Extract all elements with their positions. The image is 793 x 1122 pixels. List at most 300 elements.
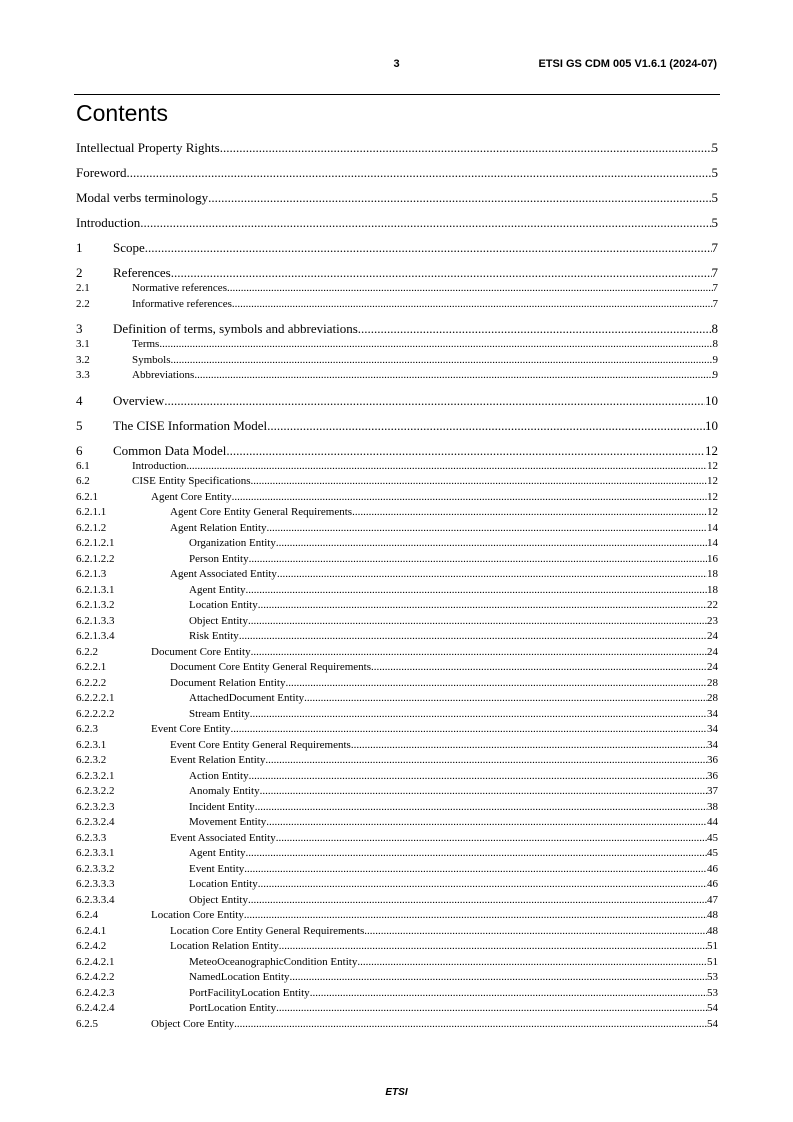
toc-entry-title[interactable]: Agent Core Entity General Requirements xyxy=(170,506,353,518)
toc-entry-title[interactable]: Event Core Entity General Requirements xyxy=(170,738,351,751)
toc-entry-page[interactable]: 8 xyxy=(712,338,718,350)
toc-entry[interactable] xyxy=(76,281,718,297)
toc-entry[interactable] xyxy=(76,815,718,831)
toc-entry-title[interactable]: PortLocation Entity xyxy=(189,1002,277,1014)
toc-entry-page[interactable]: 9 xyxy=(712,353,718,366)
toc-entry-title-wrap xyxy=(151,908,707,924)
toc-entry-number: 6.2.2.2.2 xyxy=(76,707,115,720)
toc-entry-number: 6.2.1.2.2 xyxy=(76,552,115,565)
toc-entry-page[interactable]: 54 xyxy=(707,1002,718,1014)
toc-entry-title-wrap xyxy=(189,877,707,893)
toc-entry-number: 6.2.1.3 xyxy=(76,568,107,580)
toc-entry-number: 3 xyxy=(76,321,83,336)
toc-entry-number: 6.2 xyxy=(76,475,90,487)
toc-entry-number: 6.2.4.2.1 xyxy=(76,955,115,968)
toc-entry-title[interactable]: Document Relation Entity xyxy=(170,676,286,689)
toc-entry-title-wrap xyxy=(189,536,707,552)
toc-entry-page[interactable]: 46 xyxy=(707,862,718,875)
toc-entry-title-wrap xyxy=(113,240,712,256)
toc-entry-page[interactable]: 12 xyxy=(707,475,718,487)
toc-entry-page[interactable]: 12 xyxy=(707,459,718,472)
toc-entry-title[interactable]: Intellectual Property Rights xyxy=(76,140,220,155)
toc-entry-page[interactable]: 10 xyxy=(705,417,718,433)
toc-entry-title[interactable]: Definition of terms, symbols and abbreviations xyxy=(113,321,358,336)
toc-entry[interactable] xyxy=(76,1017,718,1033)
toc-entry-number: 3.3 xyxy=(76,369,90,381)
toc-entry-number: 2.1 xyxy=(76,282,90,294)
toc-entry-title-wrap xyxy=(170,924,707,940)
toc-entry-title-wrap xyxy=(76,140,712,156)
toc-entry[interactable] xyxy=(76,924,718,940)
toc-entry[interactable] xyxy=(76,660,718,676)
toc-entry-title[interactable]: Introduction xyxy=(132,459,187,472)
toc-entry-number: 3.1 xyxy=(76,338,90,350)
toc-entry[interactable] xyxy=(76,939,718,955)
toc-entry-title-wrap xyxy=(189,862,707,878)
toc-entry-page[interactable]: 18 xyxy=(707,583,718,596)
toc-dot-leader xyxy=(239,629,707,645)
toc-entry[interactable] xyxy=(76,140,718,156)
toc-entry-title-wrap xyxy=(76,190,712,206)
toc-entry-title[interactable]: Action Entity xyxy=(189,769,249,782)
page-header-number: 3 xyxy=(393,58,400,70)
toc-entry[interactable] xyxy=(76,877,718,893)
toc-entry-title-wrap xyxy=(113,418,705,434)
toc-entry[interactable] xyxy=(76,165,718,181)
toc-dot-leader xyxy=(276,536,707,552)
toc-dot-leader xyxy=(249,552,707,568)
toc-entry-page[interactable]: 7 xyxy=(711,240,718,255)
toc-dot-leader xyxy=(230,722,707,738)
toc-entry-number: 2 xyxy=(76,265,83,280)
toc-entry-title[interactable]: Agent Entity xyxy=(189,847,246,859)
toc-entry-page[interactable]: 8 xyxy=(711,321,718,336)
toc-entry-title-wrap xyxy=(151,1017,707,1033)
toc-entry-page[interactable]: 47 xyxy=(707,893,718,906)
toc-entry[interactable] xyxy=(76,443,718,459)
toc-entry[interactable] xyxy=(76,722,718,738)
toc-dot-leader xyxy=(232,490,707,506)
table-of-contents xyxy=(76,140,718,1032)
toc-dot-leader xyxy=(248,614,707,630)
toc-entry[interactable] xyxy=(76,353,718,369)
toc-entry-title-wrap xyxy=(189,583,707,599)
toc-entry-number: 4 xyxy=(76,392,83,408)
toc-entry-number: 6.2.1.1 xyxy=(76,506,107,518)
toc-entry[interactable] xyxy=(76,908,718,924)
toc-dot-leader xyxy=(251,474,707,490)
toc-dot-leader xyxy=(232,297,713,313)
toc-entry[interactable] xyxy=(76,368,718,384)
toc-entry[interactable] xyxy=(76,297,718,313)
toc-entry-number: 6.2.1.3.3 xyxy=(76,614,115,627)
toc-dot-leader xyxy=(159,337,712,353)
toc-entry[interactable] xyxy=(76,490,718,506)
toc-entry-title-wrap xyxy=(170,567,707,583)
toc-entry[interactable] xyxy=(76,474,718,490)
toc-entry-page[interactable]: 7 xyxy=(711,265,718,280)
toc-entry-title-wrap xyxy=(189,769,707,785)
toc-entry-title-wrap xyxy=(132,297,713,313)
toc-entry-title[interactable]: Stream Entity xyxy=(189,707,250,720)
toc-entry-number: 6.2.3.3.3 xyxy=(76,878,115,890)
page-footer: ETSI xyxy=(385,1087,408,1098)
toc-entry-title[interactable]: Location Core Entity General Requirements xyxy=(170,924,365,937)
toc-entry-title[interactable]: Agent Associated Entity xyxy=(170,568,277,580)
toc-dot-leader xyxy=(357,955,707,971)
page-title: Contents xyxy=(76,100,169,126)
toc-entry-number: 6 xyxy=(76,442,83,458)
toc-entry-page[interactable]: 5 xyxy=(711,190,718,205)
toc-dot-leader xyxy=(267,521,707,537)
toc-entry-number: 6.2.3.3.1 xyxy=(76,847,115,859)
toc-entry-title-wrap xyxy=(113,265,712,281)
toc-dot-leader xyxy=(267,418,705,434)
toc-entry-title-wrap xyxy=(189,552,707,568)
toc-entry[interactable] xyxy=(76,970,718,986)
toc-entry-title[interactable]: Agent Relation Entity xyxy=(170,521,267,534)
toc-entry-title-wrap xyxy=(132,281,713,297)
toc-entry[interactable] xyxy=(76,552,718,568)
toc-entry-page[interactable]: 37 xyxy=(707,785,718,797)
toc-dot-leader xyxy=(351,738,707,754)
toc-entry-page[interactable]: 14 xyxy=(707,537,718,549)
toc-entry-title[interactable]: Risk Entity xyxy=(189,630,239,642)
toc-entry[interactable] xyxy=(76,986,718,1002)
toc-dot-leader xyxy=(310,986,707,1002)
toc-entry-page[interactable]: 44 xyxy=(707,816,718,828)
toc-entry-title[interactable]: NamedLocation Entity xyxy=(189,971,290,983)
toc-entry-title[interactable]: Event Core Entity xyxy=(151,723,231,735)
toc-entry-page[interactable]: 12 xyxy=(707,506,718,518)
toc-dot-leader xyxy=(140,215,711,231)
toc-entry[interactable] xyxy=(76,240,718,256)
toc-entry-title-wrap xyxy=(113,321,712,337)
toc-entry[interactable] xyxy=(76,800,718,816)
toc-entry-title-wrap xyxy=(189,1001,707,1017)
toc-entry-title-wrap xyxy=(170,738,707,754)
toc-entry-title[interactable]: Introduction xyxy=(76,215,141,230)
toc-entry-title[interactable]: Location Entity xyxy=(189,878,258,890)
toc-dot-leader xyxy=(277,567,707,583)
toc-entry[interactable] xyxy=(76,893,718,909)
toc-entry-title[interactable]: Informative references xyxy=(132,297,232,310)
toc-entry-title-wrap xyxy=(151,490,707,506)
toc-entry-page[interactable]: 53 xyxy=(707,971,718,983)
toc-dot-leader xyxy=(352,505,707,521)
toc-entry-page[interactable]: 23 xyxy=(707,614,718,627)
toc-entry-page[interactable]: 24 xyxy=(707,630,718,642)
toc-entry-title[interactable]: Document Core Entity xyxy=(151,645,251,658)
toc-dot-leader xyxy=(358,321,712,337)
toc-entry[interactable] xyxy=(76,645,718,661)
toc-entry-title-wrap xyxy=(132,459,707,475)
toc-entry[interactable] xyxy=(76,505,718,521)
toc-entry[interactable] xyxy=(76,753,718,769)
toc-entry[interactable] xyxy=(76,567,718,583)
toc-entry[interactable] xyxy=(76,676,718,692)
toc-entry-number: 6.2.1.2 xyxy=(76,521,107,534)
toc-entry[interactable] xyxy=(76,521,718,537)
toc-entry-number: 6.2.2.2 xyxy=(76,676,107,689)
toc-entry-number: 6.2.2.2.1 xyxy=(76,692,115,704)
toc-dot-leader xyxy=(234,1017,707,1033)
toc-dot-leader xyxy=(248,893,707,909)
toc-entry-page[interactable]: 10 xyxy=(705,392,718,408)
toc-entry-number: 6.2.3.3.2 xyxy=(76,862,115,875)
toc-entry-page[interactable]: 34 xyxy=(707,738,718,751)
toc-entry-title-wrap xyxy=(189,707,707,723)
toc-entry-number: 6.2.3.3 xyxy=(76,831,107,844)
toc-dot-leader xyxy=(279,939,707,955)
toc-entry-title[interactable]: CISE Entity Specifications xyxy=(132,475,251,487)
toc-entry-title[interactable]: Anomaly Entity xyxy=(189,785,260,797)
toc-entry-title[interactable]: Event Relation Entity xyxy=(170,754,266,766)
toc-entry-page[interactable]: 28 xyxy=(707,692,718,704)
toc-entry-page[interactable]: 12 xyxy=(707,490,718,503)
toc-entry-title-wrap xyxy=(76,165,712,181)
toc-entry-title-wrap xyxy=(113,393,705,409)
toc-entry-number: 6.2.2 xyxy=(76,645,98,658)
toc-entry-title-wrap xyxy=(151,722,707,738)
toc-dot-leader xyxy=(276,831,707,847)
toc-entry-page[interactable]: 51 xyxy=(707,955,718,968)
toc-dot-leader xyxy=(186,459,707,475)
toc-entry-page[interactable]: 45 xyxy=(707,847,718,859)
toc-entry-title-wrap xyxy=(132,368,713,384)
toc-entry[interactable] xyxy=(76,955,718,971)
toc-entry-title-wrap xyxy=(132,353,713,369)
toc-dot-leader xyxy=(208,190,711,206)
toc-entry-number: 6.2.3.2.2 xyxy=(76,785,115,797)
toc-entry-page[interactable]: 7 xyxy=(712,282,718,294)
toc-entry-number: 6.2.1.3.1 xyxy=(76,583,115,596)
toc-entry-page[interactable]: 18 xyxy=(707,568,718,580)
toc-entry-number: 6.2.3.2.3 xyxy=(76,800,115,813)
toc-entry-number: 6.2.2.1 xyxy=(76,661,107,673)
toc-entry-title-wrap xyxy=(189,598,707,614)
toc-dot-leader xyxy=(371,660,707,676)
toc-entry-title[interactable]: Agent Core Entity xyxy=(151,490,232,503)
toc-entry-title-wrap xyxy=(170,521,707,537)
toc-entry-title[interactable]: Location Entity xyxy=(189,599,258,611)
toc-entry-title[interactable]: The CISE Information Model xyxy=(113,417,268,433)
toc-entry-title[interactable]: Modal verbs terminology xyxy=(76,190,209,205)
toc-entry[interactable] xyxy=(76,784,718,800)
toc-entry-page[interactable]: 36 xyxy=(707,769,718,782)
toc-entry-title[interactable]: Person Entity xyxy=(189,552,249,565)
toc-entry-title[interactable]: Common Data Model xyxy=(113,442,227,458)
toc-entry-title[interactable]: Symbols xyxy=(132,353,171,366)
toc-entry-title-wrap xyxy=(76,215,712,231)
toc-entry-page[interactable]: 5 xyxy=(711,215,718,230)
toc-entry-title-wrap xyxy=(170,505,707,521)
toc-entry[interactable] xyxy=(76,846,718,862)
toc-entry[interactable] xyxy=(76,1001,718,1017)
toc-entry-title[interactable]: Object Entity xyxy=(189,614,248,627)
toc-entry-page[interactable]: 38 xyxy=(707,800,718,813)
toc-dot-leader xyxy=(255,800,707,816)
toc-entry-page[interactable]: 16 xyxy=(707,552,718,565)
toc-entry-number: 6.2.3.3.4 xyxy=(76,893,115,906)
toc-entry-page[interactable]: 53 xyxy=(707,986,718,999)
toc-entry-page[interactable]: 24 xyxy=(707,661,718,673)
toc-entry-title[interactable]: Event Associated Entity xyxy=(170,831,276,844)
toc-entry-title[interactable]: Normative references xyxy=(132,282,227,294)
toc-entry-title-wrap xyxy=(189,800,707,816)
toc-entry-title-wrap xyxy=(170,831,707,847)
toc-entry-title[interactable]: MeteoOceanographicCondition Entity xyxy=(189,955,358,968)
toc-dot-leader xyxy=(194,368,712,384)
toc-entry-number: 6.2.4.2.4 xyxy=(76,1002,115,1014)
toc-entry-title-wrap xyxy=(170,660,707,676)
toc-entry[interactable] xyxy=(76,831,718,847)
toc-entry[interactable] xyxy=(76,769,718,785)
toc-entry-title[interactable]: Object Entity xyxy=(189,893,248,906)
toc-entry-number: 6.2.3 xyxy=(76,723,98,735)
toc-dot-leader xyxy=(171,265,712,281)
toc-entry-title[interactable]: AttachedDocument Entity xyxy=(189,692,305,704)
toc-entry-title-wrap xyxy=(132,474,707,490)
toc-dot-leader xyxy=(364,924,707,940)
toc-entry-title-wrap xyxy=(170,753,707,769)
toc-entry-title[interactable]: Organization Entity xyxy=(189,537,276,549)
toc-entry[interactable] xyxy=(76,459,718,475)
toc-dot-leader xyxy=(285,676,707,692)
toc-dot-leader xyxy=(290,970,708,986)
toc-entry-page[interactable]: 24 xyxy=(707,645,718,658)
toc-entry[interactable] xyxy=(76,862,718,878)
toc-dot-leader xyxy=(246,846,707,862)
toc-entry-title-wrap xyxy=(189,815,707,831)
toc-entry[interactable] xyxy=(76,190,718,206)
toc-entry-number: 6.2.5 xyxy=(76,1017,98,1030)
toc-entry[interactable] xyxy=(76,536,718,552)
toc-entry[interactable] xyxy=(76,418,718,434)
toc-entry[interactable] xyxy=(76,707,718,723)
toc-entry-number: 5 xyxy=(76,417,83,433)
toc-entry-title[interactable]: PortFacilityLocation Entity xyxy=(189,986,310,999)
toc-entry-title[interactable]: Foreword xyxy=(76,165,127,180)
toc-entry-title-wrap xyxy=(189,691,707,707)
toc-entry-number: 6.2.4.1 xyxy=(76,924,107,937)
toc-entry-page[interactable]: 48 xyxy=(707,909,718,921)
toc-entry-title[interactable]: Location Core Entity xyxy=(151,909,244,921)
toc-entry-page[interactable]: 12 xyxy=(705,442,718,458)
toc-entry-title-wrap xyxy=(189,629,707,645)
toc-entry-title[interactable]: Document Core Entity General Requirements xyxy=(170,661,371,673)
toc-entry[interactable] xyxy=(76,337,718,353)
toc-entry[interactable] xyxy=(76,321,718,337)
toc-entry-title-wrap xyxy=(189,846,707,862)
toc-entry-title-wrap xyxy=(170,676,707,692)
toc-dot-leader xyxy=(266,815,707,831)
toc-entry-title-wrap xyxy=(189,893,707,909)
toc-entry[interactable] xyxy=(76,691,718,707)
toc-entry[interactable] xyxy=(76,738,718,754)
page-header-document-id: ETSI GS CDM 005 V1.6.1 (2024-07) xyxy=(538,58,717,70)
toc-entry-page[interactable]: 28 xyxy=(707,676,718,689)
toc-entry-title-wrap xyxy=(170,939,707,955)
toc-dot-leader xyxy=(250,707,707,723)
toc-entry-page[interactable]: 34 xyxy=(707,723,718,735)
toc-entry-page[interactable]: 22 xyxy=(707,599,718,611)
toc-entry[interactable] xyxy=(76,265,718,281)
toc-entry-title[interactable]: Event Entity xyxy=(189,862,245,875)
toc-entry-title-wrap xyxy=(132,337,713,353)
toc-entry[interactable] xyxy=(76,629,718,645)
toc-entry-title[interactable]: Scope xyxy=(113,240,145,255)
toc-entry-title-wrap xyxy=(151,645,707,661)
toc-entry-number: 3.2 xyxy=(76,353,90,366)
toc-entry-title[interactable]: References xyxy=(113,265,171,280)
toc-entry-page[interactable]: 54 xyxy=(707,1017,718,1030)
toc-entry-page[interactable]: 5 xyxy=(711,165,718,180)
toc-entry[interactable] xyxy=(76,393,718,409)
toc-entry-number: 6.2.3.2.1 xyxy=(76,769,115,782)
toc-entry-page[interactable]: 34 xyxy=(707,707,718,720)
toc-entry-title[interactable]: Incident Entity xyxy=(189,800,255,813)
toc-dot-leader xyxy=(249,769,707,785)
toc-dot-leader xyxy=(227,281,713,297)
toc-dot-leader xyxy=(258,877,707,893)
toc-entry-title[interactable]: Abbreviations xyxy=(132,369,195,381)
toc-entry-title[interactable]: Agent Entity xyxy=(189,583,246,596)
toc-entry-page[interactable]: 51 xyxy=(707,940,718,952)
toc-entry-title[interactable]: Terms xyxy=(132,338,160,350)
toc-entry-title[interactable]: Object Core Entity xyxy=(151,1017,235,1030)
toc-entry[interactable] xyxy=(76,583,718,599)
toc-entry[interactable] xyxy=(76,598,718,614)
toc-entry[interactable] xyxy=(76,614,718,630)
toc-entry-title[interactable]: Location Relation Entity xyxy=(170,940,279,952)
toc-entry-page[interactable]: 5 xyxy=(711,140,718,155)
toc-dot-leader xyxy=(220,140,712,156)
toc-entry-title-wrap xyxy=(189,784,707,800)
toc-entry-page[interactable]: 45 xyxy=(707,831,718,844)
toc-entry[interactable] xyxy=(76,215,718,231)
toc-entry-page[interactable]: 48 xyxy=(707,924,718,937)
toc-entry-number: 6.2.4.2.3 xyxy=(76,986,115,999)
toc-dot-leader xyxy=(244,862,707,878)
toc-dot-leader xyxy=(145,240,712,256)
toc-entry-title-wrap xyxy=(189,970,707,986)
toc-entry-title-wrap xyxy=(189,955,707,971)
toc-dot-leader xyxy=(304,691,707,707)
toc-entry-number: 6.1 xyxy=(76,459,90,472)
toc-entry-number: 6.2.1.3.4 xyxy=(76,630,115,642)
header-rule xyxy=(74,94,720,95)
toc-entry-title[interactable]: Overview xyxy=(113,392,165,408)
toc-entry-number: 2.2 xyxy=(76,297,90,310)
toc-dot-leader xyxy=(226,443,705,459)
toc-dot-leader xyxy=(265,753,707,769)
toc-dot-leader xyxy=(171,353,713,369)
toc-entry-title-wrap xyxy=(189,986,707,1002)
toc-entry-page[interactable]: 7 xyxy=(712,297,718,310)
toc-entry-number: 6.2.1.2.1 xyxy=(76,537,115,549)
toc-entry-number: 1 xyxy=(76,240,83,255)
toc-entry-page[interactable]: 36 xyxy=(707,754,718,766)
toc-entry-title-wrap xyxy=(189,614,707,630)
toc-dot-leader xyxy=(260,784,707,800)
toc-entry-page[interactable]: 46 xyxy=(707,878,718,890)
toc-entry-page[interactable]: 9 xyxy=(712,369,718,381)
toc-entry-title[interactable]: Movement Entity xyxy=(189,816,267,828)
toc-entry-page[interactable]: 14 xyxy=(707,521,718,534)
toc-dot-leader xyxy=(246,583,707,599)
toc-dot-leader xyxy=(127,165,712,181)
